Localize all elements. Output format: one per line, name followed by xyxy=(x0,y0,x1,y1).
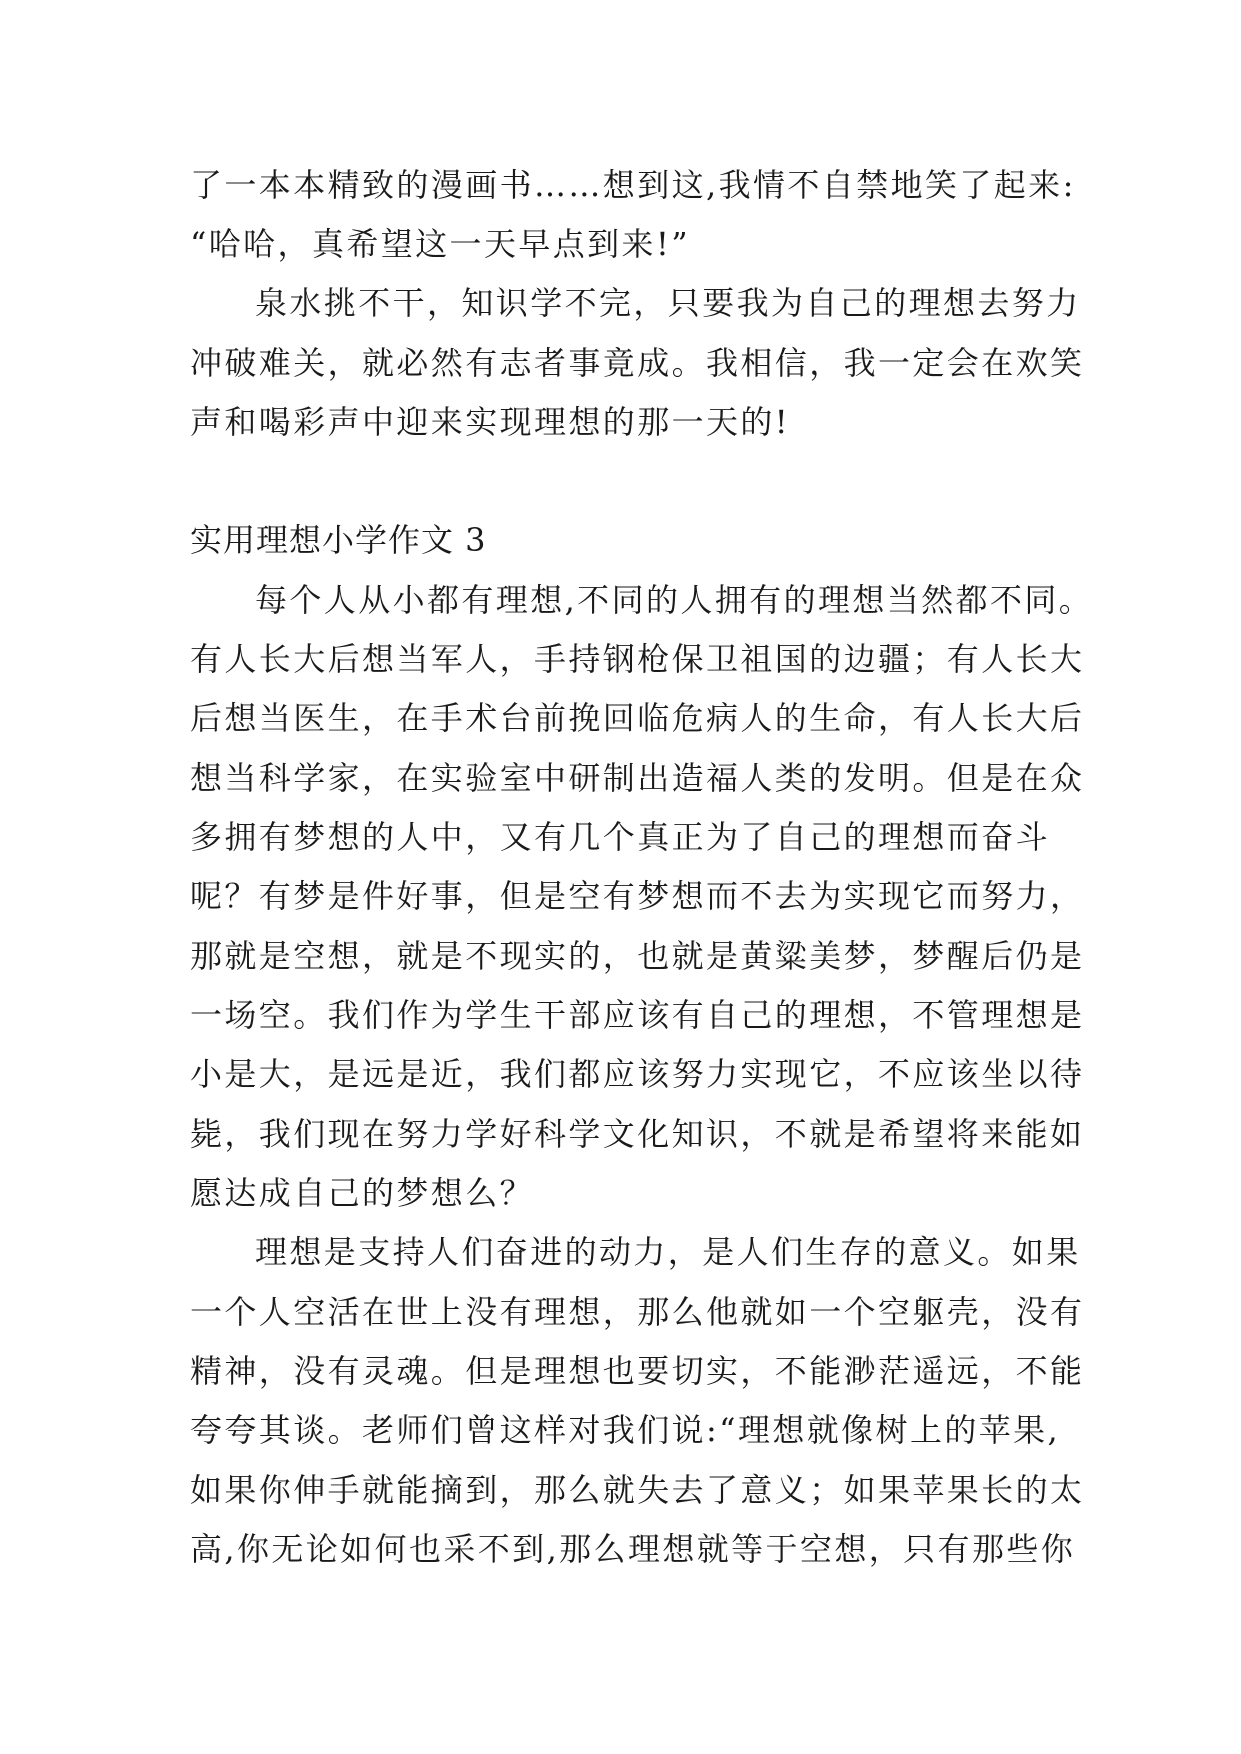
text-line: 呢？有梦是件好事，但是空有梦想而不去为实现它而努力， xyxy=(190,877,1085,915)
text-line: 夸夸其谈。老师们曾这样对我们说:“理想就像树上的苹果, xyxy=(190,1411,1061,1449)
text-line: 那就是空想，就是不现实的，也就是黄粱美梦，梦醒后仍是 xyxy=(190,937,1085,975)
text-line: 愿达成自己的梦想么？ xyxy=(190,1174,535,1212)
paragraph-start: 泉水挑不干，知识学不完，只要我为自己的理想去努力 xyxy=(255,284,1081,322)
text-line: 后想当医生，在手术台前挽回临危病人的生命，有人长大后 xyxy=(190,699,1085,737)
text-line: 多拥有梦想的人中，又有几个真正为了自己的理想而奋斗 xyxy=(190,818,1051,856)
text-line: 精神，没有灵魂。但是理想也要切实，不能渺茫遥远，不能 xyxy=(190,1352,1085,1390)
paragraph-start: 每个人从小都有理想,不同的人拥有的理想当然都不同。 xyxy=(255,581,1094,619)
paragraph-start: 理想是支持人们奋进的动力，是人们生存的意义。如果 xyxy=(255,1233,1081,1271)
text-line: 一场空。我们作为学生干部应该有自己的理想，不管理想是 xyxy=(190,996,1085,1034)
text-line: “哈哈，真希望这一天早点到来!” xyxy=(190,225,690,263)
text-line: 如果你伸手就能摘到，那么就失去了意义；如果苹果长的太 xyxy=(190,1471,1085,1509)
text-line: 有人长大后想当军人，手持钢枪保卫祖国的边疆；有人长大 xyxy=(190,640,1085,678)
text-line: 小是大，是远是近，我们都应该努力实现它，不应该坐以待 xyxy=(190,1055,1085,1093)
text-line: 了一本本精致的漫画书……想到这,我情不自禁地笑了起来: xyxy=(190,166,1076,204)
text-line: 冲破难关，就必然有志者事竟成。我相信，我一定会在欢笑 xyxy=(190,344,1085,382)
text-line: 高,你无论如何也采不到,那么理想就等于空想，只有那些你 xyxy=(190,1530,1076,1568)
section-heading: 实用理想小学作文 3 xyxy=(190,521,487,559)
text-line: 想当科学家，在实验室中研制出造福人类的发明。但是在众 xyxy=(190,759,1085,797)
text-line: 声和喝彩声中迎来实现理想的那一天的! xyxy=(190,403,791,441)
text-line: 一个人空活在世上没有理想，那么他就如一个空躯壳，没有 xyxy=(190,1293,1085,1331)
text-line: 毙，我们现在努力学好科学文化知识，不就是希望将来能如 xyxy=(190,1115,1085,1153)
